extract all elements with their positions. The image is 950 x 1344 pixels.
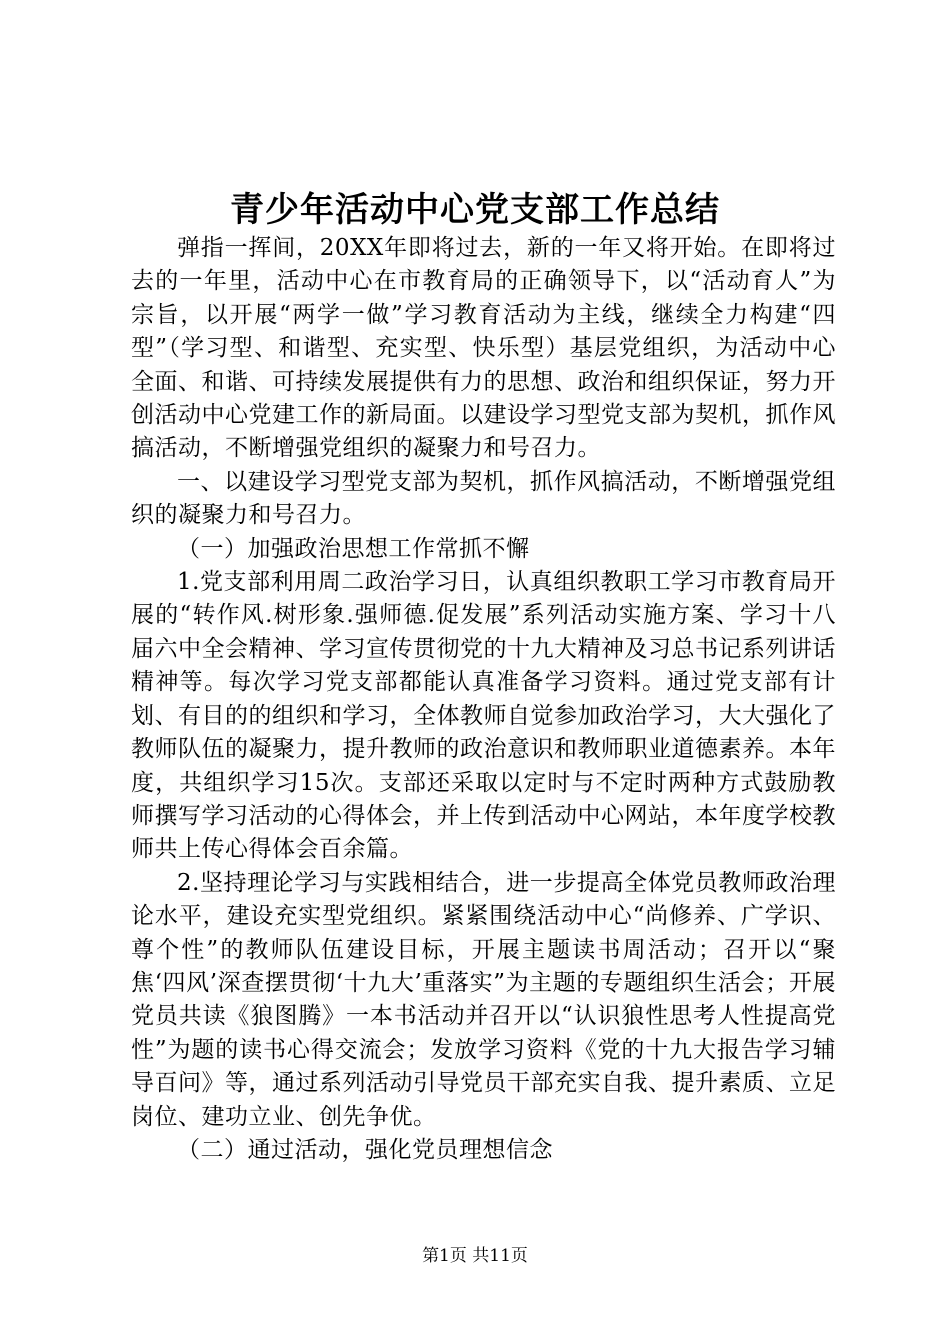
subsection-heading-2: （二）通过活动，强化党员理想信念 [177,1136,553,1163]
paragraph-item-1: 1.党支部利用周二政治学习日，认真组织教职工学习市教育局开展的“转作风.树形象.强师德.促发展”系列活动实施方案、学习十八届六中全会精神、学习宣传贯彻党的十九大精神及习总书记系列讲话精神等。每次学习党支部都能认真准备学习资料。通过党支部有计划、有目的的组织和学习，全体教师自觉参加政治学习，大大强化了教师队伍的凝聚力，提升教师的政治意识和教师职业道德素养。本年度，共组织学习15次。支部还采取以定时与不定时两种方式鼓励教师撰写学习活动的心得体会，并上传到活动中心网站，本年度学校教师共上传心得体会百余篇。 [131,569,836,863]
document-body [131,232,836,1167]
page-number-footer: 第1页 共11页 [422,1246,528,1266]
subsection-heading-1: （一）加强政治思想工作常抓不懈 [177,535,530,562]
document-title: 青少年活动中心党支部工作总结 [230,190,720,230]
paragraph-intro: 弹指一挥间，20XX年即将过去，新的一年又将开始。在即将过去的一年里，活动中心在市教育局的正确领导下，以“活动育人”为宗旨，以开展“两学一做”学习教育活动为主线，继续全力构建“四型”（学习型、和谐型、充实型、快乐型）基层党组织，为活动中心全面、和谐、可持续发展提供有力的思想、政治和组织保证，努力开创活动中心党建工作的新局面。以建设学习型党支部为契机，抓作风搞活动，不断增强党组织的凝聚力和号召力。 [131,235,836,462]
paragraph-item-2: 2.坚持理论学习与实践相结合，进一步提高全体党员教师政治理论水平，建设充实型党组织。紧紧围绕活动中心“尚修养、广学识、尊个性”的教师队伍建设目标，开展主题读书周活动；召开以“聚焦‘四风’深查摆贯彻‘十九大’重落实”为主题的专题组织生活会；开展党员共读《狼图腾》一本书活动并召开以“认识狼性思考人性提高党性”为题的读书心得交流会；发放学习资料《党的十九大报告学习辅导百问》等，通过系列活动引导党员干部充实自我、提升素质、立足岗位、建功立业、创先争优。 [131,869,836,1130]
section-heading-1: 一、以建设学习型党支部为契机，抓作风搞活动，不断增强党组织的凝聚力和号召力。 [131,468,836,529]
